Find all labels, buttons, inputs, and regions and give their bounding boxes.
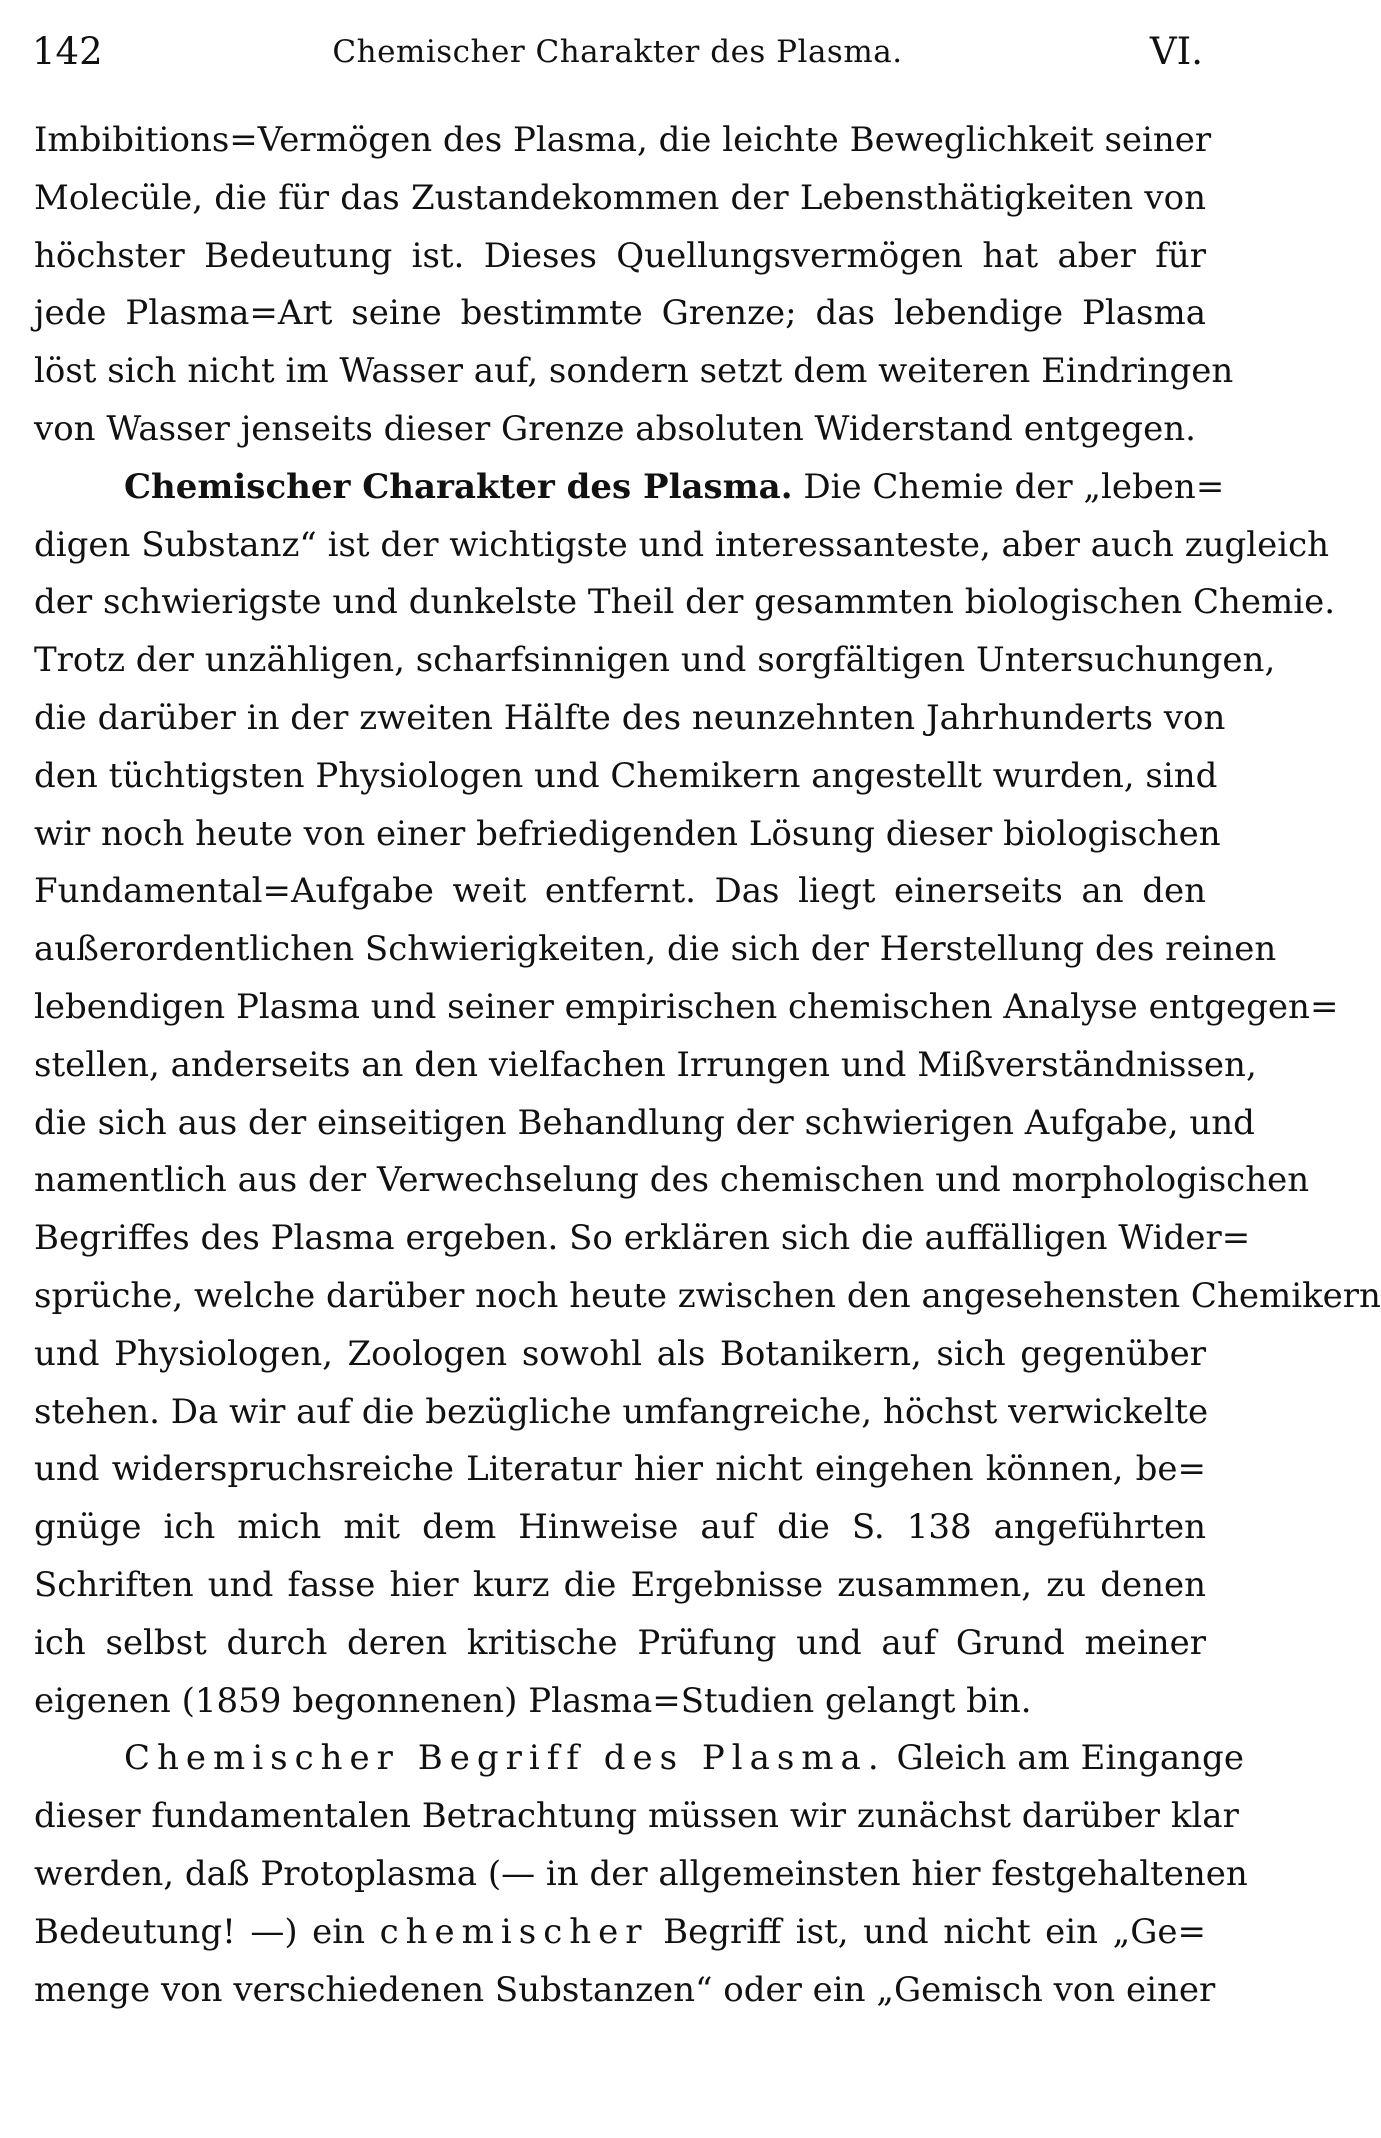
text-line: den tüchtigsten Physiologen und Chemikern angestellt wurden, sind xyxy=(34,755,1218,796)
text-fragment: Gleich am Eingange xyxy=(896,1738,1244,1779)
text-line xyxy=(34,1904,1206,1962)
emphasized-word: chemischer xyxy=(379,1911,649,1952)
section-heading: Chemischer Charakter des Plasma. xyxy=(124,466,793,507)
section-first-line xyxy=(34,1730,1244,1788)
text-line: gnüge ich mich mit dem Hinweise auf die S. 138 angeführten xyxy=(34,1507,1206,1548)
text-line: höchster Bedeutung ist. Dieses Quellungsvermögen hat aber für xyxy=(34,235,1206,276)
text-line: Trotz der unzähligen, scharfsinnigen und sorgfältigen Untersuchungen, xyxy=(34,640,1276,681)
text-line: stellen, anderseits an den vielfachen Irrungen und Mißverständnissen, xyxy=(34,1044,1257,1085)
text-line: der schwierigste und dunkelste Theil der gesammten biologischen Chemie. xyxy=(34,582,1336,623)
text-line: jede Plasma=Art seine bestimmte Grenze; das lebendige Plasma xyxy=(34,293,1206,334)
text-line: Imbibitions=Vermögen des Plasma, die leichte Beweglichkeit seiner xyxy=(34,120,1212,160)
text-line: Schriften und fasse hier kurz die Ergebnisse zusammen, zu denen xyxy=(34,1564,1206,1605)
text-line: Begriffes des Plasma ergeben. So erklären sich die auffälligen Wider= xyxy=(34,1218,1251,1259)
text-line: werden, daß Protoplasma (— in der allgemeinsten hier festgehaltenen xyxy=(34,1853,1248,1894)
running-title: Chemischer Charakter des Plasma. xyxy=(332,34,903,70)
body-text xyxy=(34,112,1381,2019)
text-line: von Wasser jenseits dieser Grenze absoluten Widerstand entgegen. xyxy=(34,408,1196,449)
page-number: 142 xyxy=(32,30,103,73)
text-line: und widerspruchsreiche Literatur hier nicht eingehen können, be= xyxy=(34,1449,1206,1490)
text-line: menge von verschiedenen Substanzen“ oder ein „Gemisch von einer xyxy=(34,1969,1216,2010)
text-line: stehen. Da wir auf die bezügliche umfangreiche, höchst verwickelte xyxy=(34,1391,1209,1432)
text-line: und Physiologen, Zoologen sowohl als Botanikern, sich gegenüber xyxy=(34,1333,1206,1374)
section-first-line xyxy=(34,459,1225,517)
text-line: die sich aus der einseitigen Behandlung der schwierigen Aufgabe, und xyxy=(34,1102,1255,1143)
text-line: die darüber in der zweiten Hälfte des neunzehnten Jahrhunderts von xyxy=(34,697,1226,738)
text-line: außerordentlichen Schwierigkeiten, die sich der Herstellung des reinen xyxy=(34,929,1277,970)
text-fragment: Bedeutung! —) ein xyxy=(34,1911,366,1952)
text-line: eigenen (1859 begonnenen) Plasma=Studien gelangt bin. xyxy=(34,1680,1032,1721)
text-line: ich selbst durch deren kritische Prüfung und auf Grund meiner xyxy=(34,1622,1206,1663)
text-line: namentlich aus der Verwechselung des chemischen und morphologischen xyxy=(34,1160,1310,1201)
text-line: digen Substanz“ ist der wichtigste und interessanteste, aber auch zugleich xyxy=(34,524,1330,565)
text-line: wir noch heute von einer befriedigenden Lösung dieser biologischen xyxy=(34,813,1221,854)
text-line: lebendigen Plasma und seiner empirischen chemischen Analyse entgegen= xyxy=(34,986,1339,1027)
text-line: löst sich nicht im Wasser auf, sondern setzt dem weiteren Eindringen xyxy=(34,351,1234,392)
text-fragment: Begriff ist, und nicht ein „Ge= xyxy=(663,1911,1206,1952)
running-header xyxy=(32,22,1203,82)
text-line: dieser fundamentalen Betrachtung müssen wir zunächst darüber klar xyxy=(34,1796,1239,1837)
section-heading: Chemischer Begriff des Plasma. xyxy=(124,1738,886,1779)
chapter-number: VI. xyxy=(1149,30,1203,73)
text-line: Molecüle, die für das Zustandekommen der Lebensthätigkeiten von xyxy=(34,177,1206,218)
text-line: Fundamental=Aufgabe weit entfernt. Das liegt einerseits an den xyxy=(34,871,1206,912)
text-line: sprüche, welche darüber noch heute zwischen den angesehensten Chemikern xyxy=(34,1275,1381,1316)
text-fragment: Die Chemie der „leben= xyxy=(803,466,1225,507)
